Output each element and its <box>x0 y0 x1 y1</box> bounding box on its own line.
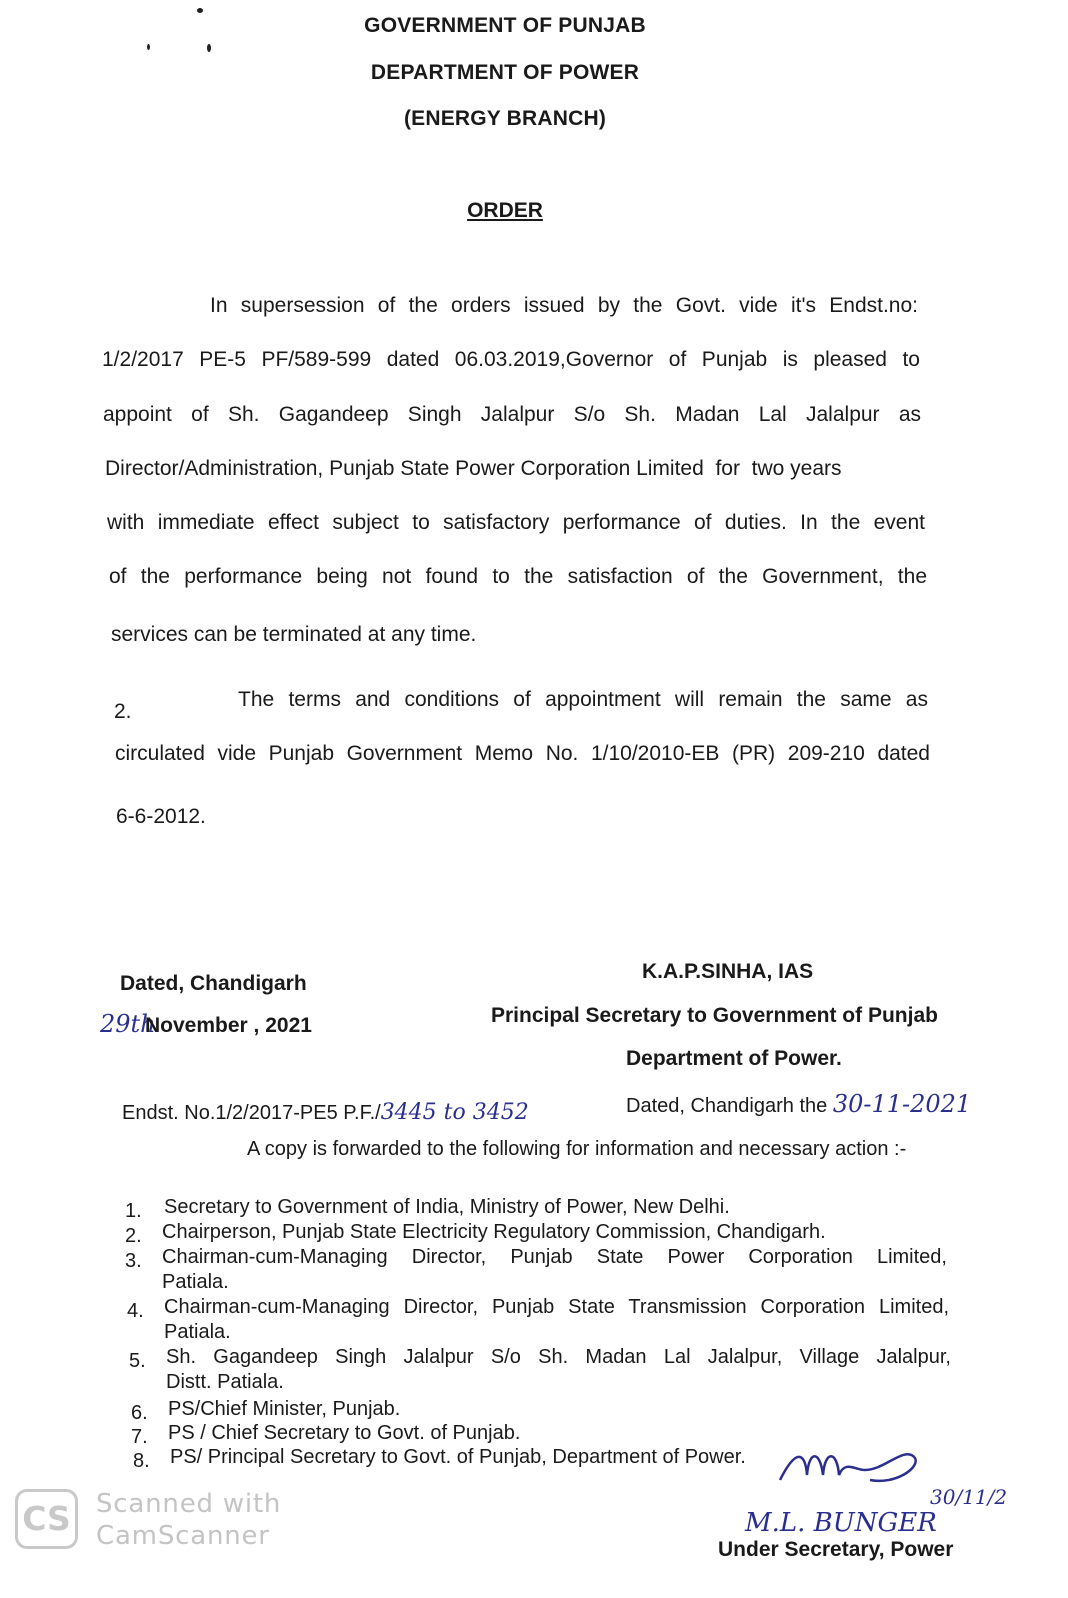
dated-day-handwritten: 29th <box>100 1010 156 1038</box>
scan-speck <box>147 44 150 50</box>
recipient-number: 2. <box>125 1225 142 1247</box>
order-title: ORDER <box>467 199 543 222</box>
watermark-line1: Scanned with <box>96 1489 282 1519</box>
para1-line: services can be terminated at any time. <box>111 623 477 646</box>
recipient-number: 8. <box>133 1450 150 1472</box>
signatory-designation: Principal Secretary to Government of Punjab <box>491 1004 938 1027</box>
para1-line: appoint of Sh. Gagandeep Singh Jalalpur S/o Sh. Madan Lal Jalalpur as <box>103 403 921 426</box>
signature-mark-icon <box>775 1440 925 1500</box>
header-branch: (ENERGY BRANCH) <box>403 107 607 130</box>
camscanner-logo: CS <box>15 1489 78 1549</box>
recipient-text: Chairperson, Punjab State Electricity Regulatory Commission, Chandigarh. <box>162 1221 826 1243</box>
recipient-number: 6. <box>131 1402 148 1424</box>
endorsement-number <box>122 1100 529 1125</box>
dated-month-year: November , 2021 <box>145 1014 312 1037</box>
endorsement-dated-label: Dated, Chandigarh the <box>626 1095 828 1117</box>
signature-scribble <box>775 1440 925 1510</box>
para1-line: of the performance being not found to the satisfaction of the Government, the <box>109 565 927 588</box>
signatory-department: Department of Power. <box>626 1047 842 1070</box>
recipient-text: Secretary to Government of India, Ministry of Power, New Delhi. <box>164 1196 730 1218</box>
recipient-number: 5. <box>129 1350 146 1372</box>
scan-speck <box>207 44 211 52</box>
recipient-text: PS/ Principal Secretary to Govt. of Punjab, Department of Power. <box>170 1446 746 1468</box>
signatory-name: K.A.P.SINHA, IAS <box>642 960 814 983</box>
recipient-text-continued: Patiala. <box>164 1321 231 1343</box>
under-secretary-name-handwritten: M.L. BUNGER <box>745 1508 937 1538</box>
para2-number: 2. <box>114 700 132 723</box>
para1-line: In supersession of the orders issued by the Govt. vide it's Endst.no: <box>210 294 918 317</box>
watermark-line2: CamScanner <box>96 1521 270 1551</box>
recipient-text: PS / Chief Secretary to Govt. of Punjab. <box>168 1422 521 1444</box>
recipient-number: 1. <box>125 1200 142 1222</box>
recipient-text: Sh. Gagandeep Singh Jalalpur S/o Sh. Madan Lal Jalalpur, Village Jalalpur, <box>166 1346 951 1368</box>
under-secretary-designation: Under Secretary, Power <box>718 1538 954 1561</box>
recipient-text-continued: Distt. Patiala. <box>166 1371 284 1393</box>
endorsement-dated <box>626 1090 971 1118</box>
recipient-number: 7. <box>131 1426 148 1448</box>
para2-line: 6-6-2012. <box>116 805 206 828</box>
header-department: DEPARTMENT OF POWER <box>370 61 640 84</box>
recipient-text-continued: Patiala. <box>162 1271 229 1293</box>
scan-speck <box>197 8 203 13</box>
para2-line: circulated vide Punjab Government Memo No. 1/10/2010-EB (PR) 209-210 dated <box>115 742 930 765</box>
para1-line: Director/Administration, Punjab State Power Corporation Limited for two years <box>105 457 842 480</box>
endorsement-dated-handwritten: 30-11-2021 <box>832 1090 972 1118</box>
recipient-number: 4. <box>127 1300 144 1322</box>
under-secretary-date-handwritten: 30/11/2 <box>930 1485 1008 1509</box>
endorsement-intro: A copy is forwarded to the following for information and necessary action :- <box>247 1138 907 1160</box>
recipient-text: Chairman-cum-Managing Director, Punjab State Power Corporation Limited, <box>162 1246 947 1268</box>
header-government: GOVERNMENT OF PUNJAB <box>364 14 646 37</box>
recipient-text: Chairman-cum-Managing Director, Punjab State Transmission Corporation Limited, <box>164 1296 949 1318</box>
para1-line: 1/2/2017 PE-5 PF/589-599 dated 06.03.2019,Governor of Punjab is pleased to <box>102 348 920 371</box>
para2-line: The terms and conditions of appointment will remain the same as <box>238 688 928 711</box>
para1-line: with immediate effect subject to satisfactory performance of duties. In the event <box>107 511 925 534</box>
endorsement-prefix: Endst. No.1/2/2017-PE5 P.F./ <box>122 1102 381 1124</box>
recipient-text: PS/Chief Minister, Punjab. <box>168 1398 401 1420</box>
recipient-number: 3. <box>125 1250 142 1272</box>
endorsement-number-handwritten: 3445 to 3452 <box>380 1100 529 1125</box>
dated-place: Dated, Chandigarh <box>120 972 307 995</box>
